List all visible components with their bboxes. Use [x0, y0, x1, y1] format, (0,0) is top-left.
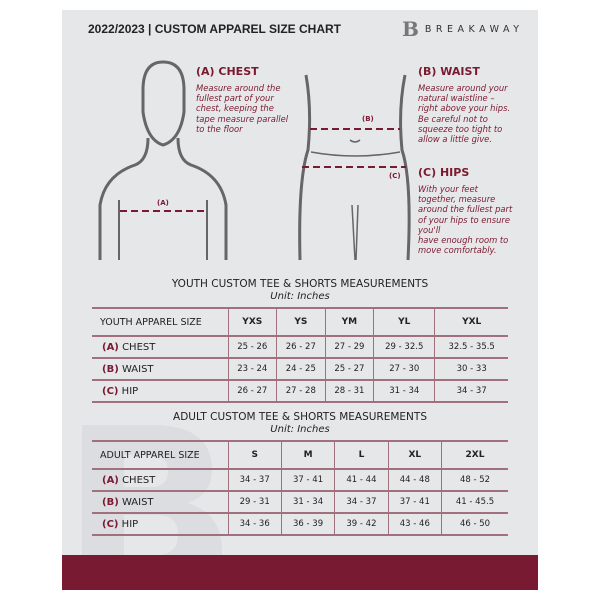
size-column-header: YS [277, 308, 326, 336]
table-cell: 34 - 36 [228, 513, 281, 535]
table-cell: 39 - 42 [335, 513, 388, 535]
table-row [92, 469, 508, 491]
hips-marker: (C) [389, 172, 401, 180]
measure-label [92, 336, 228, 358]
table-cell: 37 - 41 [281, 469, 334, 491]
waist-marker: (B) [362, 115, 374, 123]
table-cell: 28 - 31 [325, 380, 374, 402]
table-cell: 29 - 31 [228, 491, 281, 513]
table-cell: 41 - 44 [335, 469, 388, 491]
adult-size-table [92, 440, 508, 536]
adult-table-unit: Unit: Inches [270, 424, 330, 435]
table-cell: 31 - 34 [281, 491, 334, 513]
table-cell: 44 - 48 [388, 469, 441, 491]
chest-description: Measure around the fullest part of your chest, keeping the tape measure parallel to the floor [196, 83, 289, 134]
measure-name: WAIST [121, 496, 154, 508]
brand-name: BREAKAWAY [424, 23, 524, 35]
table-cell: 25 - 26 [228, 336, 277, 358]
table-row [92, 380, 508, 402]
table-cell: 29 - 32.5 [374, 336, 435, 358]
size-header: ADULT APPAREL SIZE [92, 441, 228, 469]
table-row [92, 336, 508, 358]
waist-description: Measure around your natural waistline – right above your hips. Be careful not to squeeze too tight to allow a little give. [418, 83, 511, 145]
hips-heading: (C) HIPS [418, 166, 470, 179]
table-cell: 26 - 27 [277, 336, 326, 358]
brand-mark-icon: B [402, 17, 419, 41]
table-row [92, 358, 508, 380]
table-cell: 34 - 37 [228, 469, 281, 491]
measure-name: CHEST [122, 341, 156, 353]
measure-label [92, 513, 228, 535]
table-header-row [92, 308, 508, 336]
size-column-header: 2XL [442, 441, 509, 469]
youth-size-table [92, 307, 508, 403]
table-cell: 36 - 39 [281, 513, 334, 535]
table-cell: 46 - 50 [442, 513, 509, 535]
measure-tag: (A) [102, 474, 119, 486]
page-title: 2022/2023 | CUSTOM APPAREL SIZE CHART [88, 22, 341, 36]
size-column-header: YXL [435, 308, 508, 336]
size-column-header: S [228, 441, 281, 469]
table-cell: 24 - 25 [277, 358, 326, 380]
table-cell: 27 - 28 [277, 380, 326, 402]
size-column-header: L [335, 441, 388, 469]
youth-table-unit: Unit: Inches [270, 291, 330, 302]
size-column-header: YXS [228, 308, 277, 336]
measure-name: HIP [121, 518, 139, 530]
table-cell: 26 - 27 [228, 380, 277, 402]
table-row [92, 513, 508, 535]
measure-tag: (B) [102, 363, 119, 375]
table-cell: 34 - 37 [435, 380, 508, 402]
measure-label [92, 469, 228, 491]
measure-label [92, 358, 228, 380]
size-column-header: YL [374, 308, 435, 336]
size-header: YOUTH APPAREL SIZE [92, 308, 228, 336]
table-cell: 48 - 52 [442, 469, 509, 491]
chest-heading: (A) CHEST [196, 65, 259, 78]
table-cell: 37 - 41 [388, 491, 441, 513]
table-cell: 43 - 46 [388, 513, 441, 535]
chest-marker: (A) [157, 199, 169, 207]
size-column-header: XL [388, 441, 441, 469]
table-cell: 25 - 27 [325, 358, 374, 380]
table-cell: 30 - 33 [435, 358, 508, 380]
measure-name: WAIST [121, 363, 154, 375]
youth-table-title: YOUTH CUSTOM TEE & SHORTS MEASUREMENTS [171, 278, 429, 290]
measure-name: HIP [121, 385, 139, 397]
size-column-header: M [281, 441, 334, 469]
waist-heading: (B) WAIST [418, 65, 480, 78]
measure-tag: (B) [102, 496, 119, 508]
table-cell: 31 - 34 [374, 380, 435, 402]
hips-description: With your feet together, measure around the fullest part of your hips to ensure you'll have enough room to move comfortably. [418, 184, 513, 256]
table-row [92, 491, 508, 513]
table-header-row [92, 441, 508, 469]
table-cell: 32.5 - 35.5 [435, 336, 508, 358]
size-column-header: YM [325, 308, 374, 336]
footer-bar [62, 555, 538, 590]
table-cell: 34 - 37 [335, 491, 388, 513]
measure-label [92, 380, 228, 402]
table-cell: 41 - 45.5 [442, 491, 509, 513]
adult-table-title: ADULT CUSTOM TEE & SHORTS MEASUREMENTS [173, 411, 427, 423]
measure-tag: (C) [102, 385, 119, 397]
measure-tag: (A) [102, 341, 119, 353]
table-cell: 27 - 30 [374, 358, 435, 380]
measure-tag: (C) [102, 518, 119, 530]
table-cell: 27 - 29 [325, 336, 374, 358]
measure-label [92, 491, 228, 513]
measure-name: CHEST [122, 474, 156, 486]
table-cell: 23 - 24 [228, 358, 277, 380]
